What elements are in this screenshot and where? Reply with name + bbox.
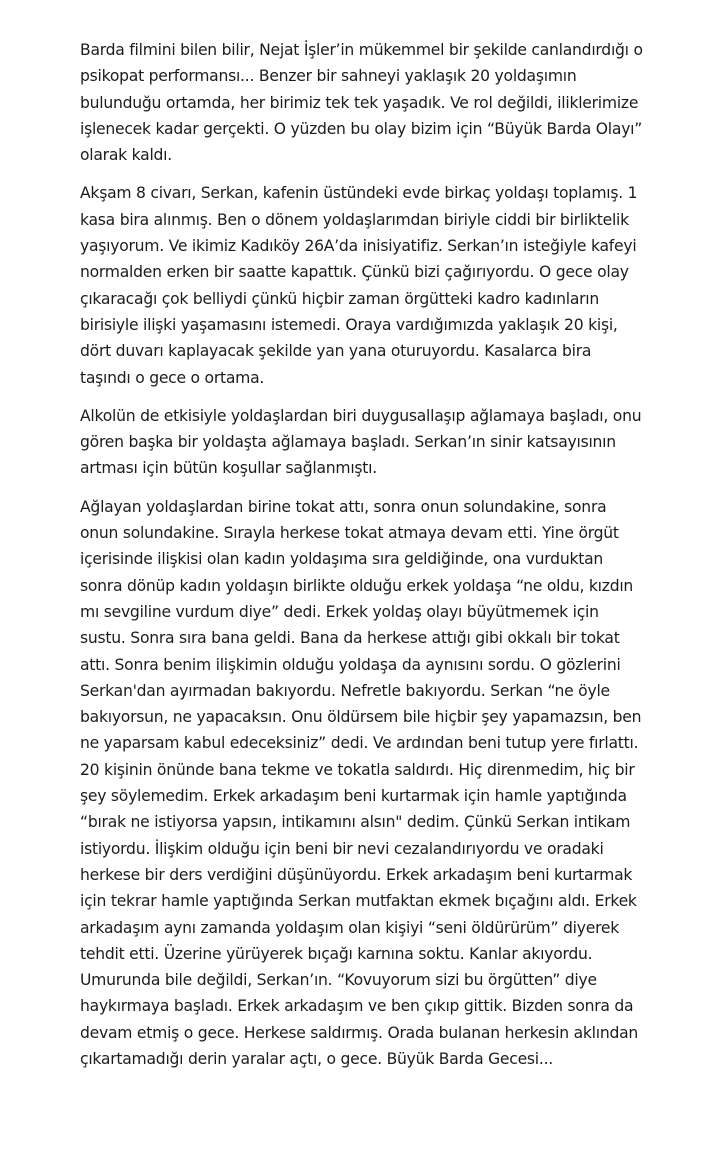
paragraph-4: Ağlayan yoldaşlardan birine tokat attı, sonra onun solundakine, sonra onun solundakine. Sırayla herkese tokat atmaya devam etti. Yine örgüt içerisinde ilişkisi olan kadın yoldaşıma sıra geldiğinde, ona vurduktan sonra dönüp kadın yoldaşın birlikte olduğu erkek yoldaşa “ne oldu, kızdın mı sevgiline vurdum diye” dedi. Erkek yoldaş olayı büyütmemek için sustu. Sonra sıra bana geldi. Bana da herkese attığı gibi okkalı bir tokat attı. Sonra benim ilişkimin olduğu yoldaşa da aynısını sordu. O gözlerini Serkan'dan ayırmadan bakıyordu. Nefretle bakıyordu. Serkan “ne öyle bakıyorsun, ne yapacaksın. Onu öldürsem bile hiçbir şey yapamazsın, ben ne yaparsam kabul edeceksiniz” dedi. Ve ardından beni tutup yere fırlattı. 20 kişinin önünde bana tekme ve tokatla saldırdı. Hiç direnmedim, hiç bir şey söylemedim. Erkek arkadaşım beni kurtarmak için hamle yaptığında “bırak ne istiyorsa yapsın, intikamını alsın" dedim. Çünkü Serkan intikam istiyordu. İlişkim olduğu için beni bir nevi cezalandırıyordu ve oradaki herkese bir ders verdiğini düşünüyordu. Erkek arkadaşım beni kurtarmak için tekrar hamle yaptığında Serkan mutfaktan ekmek bıçağını aldı. Erkek arkadaşım aynı zamanda yoldaşım olan kişiyi “seni öldürürüm” diyerek tehdit etti. Üzerine yürüyerek bıçağı karnına soktu. Kanlar akıyordu. Umurunda bile değildi, Serkan’ın. “Kovuyorum sizi bu örgütten” diye haykırmaya başladı. Erkek arkadaşım ve ben çıkıp gittik. Bizden sonra da devam etmiş o gece. Herkese saldırmış. Orada bulanan herkesin aklından çıkartamadığı derin yaralar açtı, o gece. Büyük Barda Gecesi... [80, 497, 642, 1068]
paragraph-3: Alkolün de etkisiyle yoldaşlardan biri duygusallaşıp ağlamaya başladı, onu gören başka bir yoldaşta ağlamaya başladı. Serkan’ın sinir katsayısının artması için bütün koşullar sağlanmıştı. [80, 406, 642, 478]
paragraph-2: Akşam 8 civarı, Serkan, kafenin üstündeki evde birkaç yoldaşı toplamış. 1 kasa bira alınmış. Ben o dönem yoldaşlarımdan biriyle ciddi bir birliktelik yaşıyorum. Ve ikimiz Kadıköy 26A’da inisiyatifiz. Serkan’ın isteğiyle kafeyi normalden erken bir saatte kapattık. Çünkü bizi çağırıyordu. O gece olay çıkaracağı çok belliydi çünkü hiçbir zaman örgütteki kadro kadınların birisiyle ilişki yaşamasını istemedi. Oraya vardığımızda yaklaşık 20 kişi, dört duvarı kaplayacak şekilde yan yana oturuyordu. Kasalarca bira taşındı o gece o ortama. [80, 184, 638, 387]
paragraph-1: Barda filmini bilen bilir, Nejat İşler’in mükemmel bir şekilde canlandırdığı o psikopat performansı... Benzer bir sahneyi yaklaşık 20 yoldaşımın bulunduğu ortamda, her birimiz tek tek yaşadık. Ve rol değildi, iliklerimize işlenecek kadar gerçekti. O yüzden bu olay bizim için “Büyük Barda Olayı” olarak kaldı. [80, 41, 643, 165]
document-body [80, 37, 645, 1084]
